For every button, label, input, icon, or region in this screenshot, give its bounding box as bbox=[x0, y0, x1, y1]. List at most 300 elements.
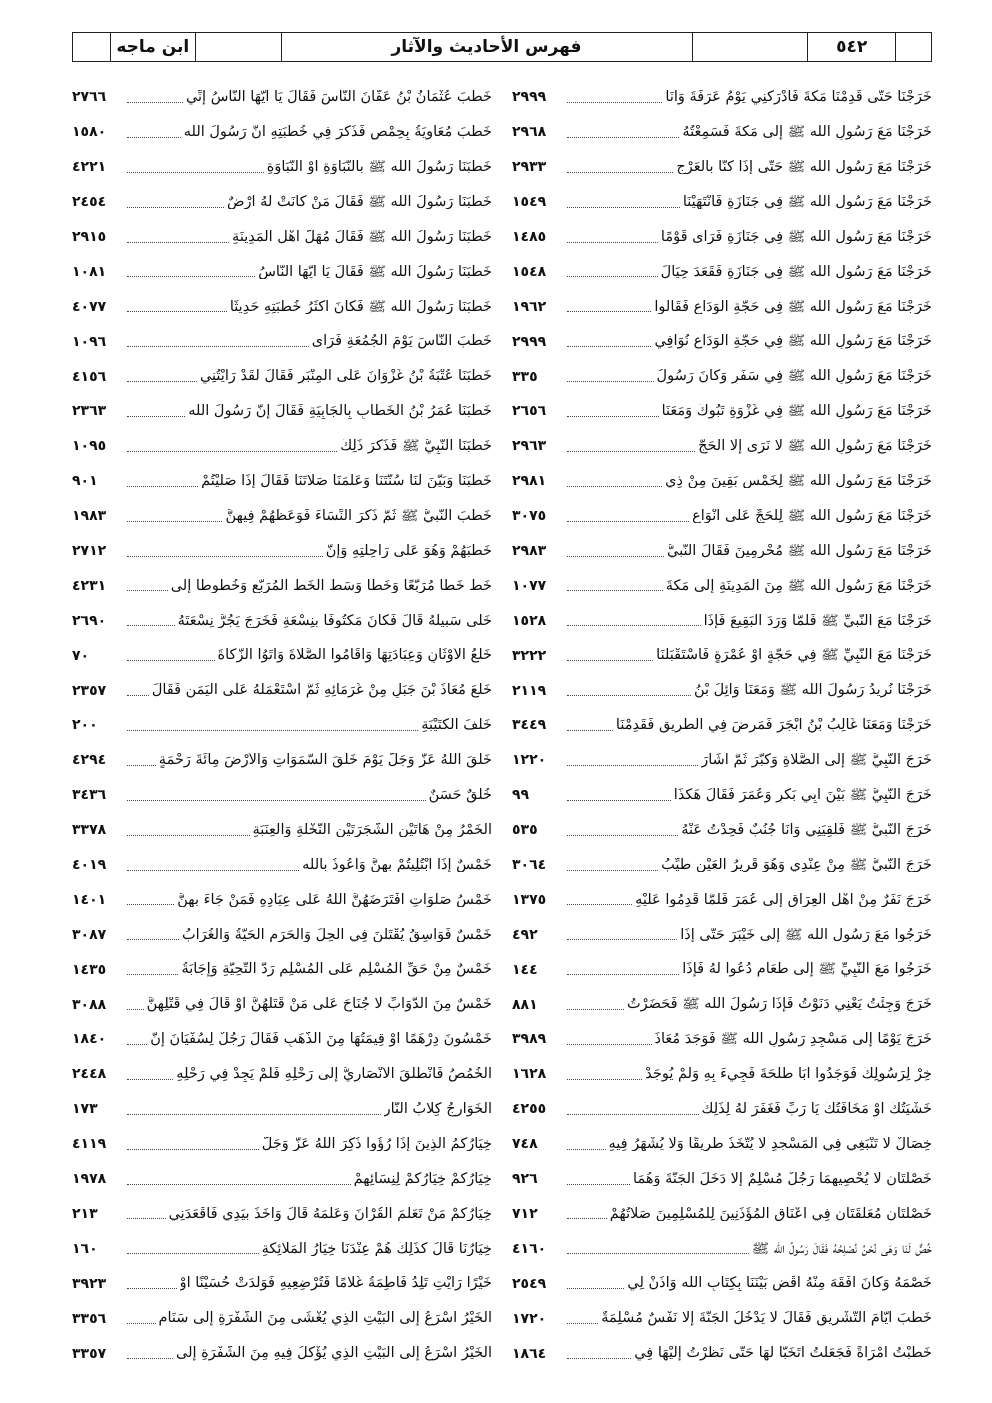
index-entry bbox=[512, 394, 932, 429]
dot-leader bbox=[567, 650, 653, 661]
entry-text: خَطَبَ النَّاسَ يَوْمَ الْجُمُعَةِ فَرَأَى bbox=[311, 334, 492, 349]
dot-leader bbox=[567, 301, 651, 312]
entry-text: خَطَبَنَا عُتْبَةُ بْنُ غَزْوَانَ عَلَى الْمِنْبَرِ فَقَالَ لَقَدْ رَأَيْتُنِي bbox=[199, 369, 492, 384]
entry-text: الْخَيْرُ أَسْرَعُ إِلَى الْبَيْتِ الَّذِي يُؤْكَلُ فِيهِ مِنَ الشَّفْرَةِ إِلَى bbox=[175, 1346, 492, 1361]
index-entry bbox=[72, 150, 492, 185]
dot-leader bbox=[127, 615, 175, 626]
index-entry bbox=[72, 1197, 492, 1232]
index-entry bbox=[72, 568, 492, 603]
hadith-number: ٣٣٥ bbox=[512, 368, 538, 385]
hadith-number: ١٦٢٨ bbox=[512, 1066, 547, 1083]
dot-leader bbox=[567, 964, 679, 975]
entry-text: خَمْسٌ إِذَا ابْتُلِيتُمْ بِهِنَّ وَأَعُوذُ بِاللّٰه bbox=[302, 857, 492, 873]
hadith-number: ٢٣٦٣ bbox=[72, 403, 107, 420]
index-entry bbox=[72, 1301, 492, 1336]
dot-leader bbox=[127, 790, 426, 801]
hadith-number: ٣٠٦٤ bbox=[512, 857, 547, 874]
hadith-number: ١٧٢٠ bbox=[512, 1310, 547, 1327]
hadith-number: ٢٧١٢ bbox=[72, 543, 107, 560]
header-cell-blank bbox=[196, 33, 282, 61]
dot-leader bbox=[127, 860, 299, 871]
index-entry bbox=[72, 673, 492, 708]
hadith-number: ١٩٧٨ bbox=[72, 1171, 107, 1188]
index-entry bbox=[72, 603, 492, 638]
entry-text: خَرَجْنَا مَعَ رَسُولِ اللّٰه ﷺ لِلْحَجِّ عَلَى أَنْوَاعٍ bbox=[692, 508, 932, 524]
entry-text: خَرَجْنَا مَعَ رَسُولِ اللّٰه ﷺ فِي حَجَّةِ الْوَدَاعِ فَقَالُوا bbox=[654, 299, 932, 315]
dot-leader bbox=[567, 1278, 624, 1289]
entry-text: خَطَبْتُ امْرَأَةً فَجَعَلْتُ أَتَخَبَّأُ لَهَا حَتَّى نَظَرْتُ إِلَيْهَا فِي bbox=[634, 1346, 932, 1361]
dot-leader bbox=[567, 127, 679, 138]
entry-text: خَرَجْنَا مَعَ رَسُولِ اللّٰه ﷺ مِنَ الْمَدِينَةِ إِلَى مَكَّةَ bbox=[665, 578, 932, 594]
index-entry bbox=[512, 708, 932, 743]
index-entry bbox=[72, 708, 492, 743]
hadith-number: ٢٥٤٩ bbox=[512, 1275, 547, 1292]
dot-leader bbox=[127, 999, 144, 1010]
index-title: فهرس الأحاديث والآثار bbox=[282, 33, 693, 61]
dot-leader bbox=[567, 894, 632, 905]
hadith-number: ٢٩١٥ bbox=[72, 229, 107, 245]
index-entry bbox=[72, 359, 492, 394]
hadith-number: ٢٩٩٩ bbox=[512, 89, 547, 106]
entry-text: خَطَبَ عُثْمَانُ بْنُ عَفَّانَ النَّاسَ فَقَالَ يَا أَيُّهَا النَّاسُ إِنِّي bbox=[185, 90, 492, 105]
dot-leader bbox=[567, 266, 658, 277]
index-entry bbox=[512, 1266, 932, 1301]
index-entry bbox=[512, 1197, 932, 1232]
hadith-number: ٢٤٤٨ bbox=[72, 1066, 107, 1083]
hadith-number: ١٥٤٩ bbox=[512, 194, 547, 211]
entry-text: خِرْ لِرَسُولِكَ فَوَجَدُوا أَبَا طَلْحَةَ فَجِيءَ بِهِ وَلَمْ يُوجَدْ bbox=[645, 1067, 932, 1082]
hadith-number: ٩٩ bbox=[512, 787, 530, 804]
header-cell-blank bbox=[896, 33, 931, 61]
entry-text: الْخَوَارِجُ كِلَابُ النَّارِ bbox=[383, 1102, 492, 1117]
index-entry bbox=[72, 429, 492, 464]
index-entry bbox=[512, 1057, 932, 1092]
dot-leader bbox=[567, 1034, 652, 1045]
index-entry bbox=[72, 1022, 492, 1057]
dot-leader bbox=[567, 441, 695, 452]
entry-text: خَطَبَنَا رَسُولُ اللّٰه ﷺ فَقَالَ يَا أَيُّهَا النَّاسُ bbox=[258, 264, 492, 280]
dot-leader bbox=[567, 371, 654, 382]
index-entry bbox=[512, 673, 932, 708]
hadith-number: ١٤٤ bbox=[512, 961, 538, 978]
index-entry bbox=[512, 638, 932, 673]
entry-text: خَرَجُوا مَعَ رَسُولِ اللّٰه ﷺ إِلَى خَيْبَرَ حَتَّى إِذَا bbox=[680, 927, 932, 943]
dot-leader bbox=[127, 580, 168, 591]
dot-leader bbox=[127, 894, 174, 905]
dot-leader bbox=[567, 92, 662, 103]
dot-leader bbox=[127, 755, 156, 766]
hadith-number: ٢٩٦٣ bbox=[512, 438, 547, 455]
hadith-number: ٣٠٧٥ bbox=[512, 508, 547, 525]
hadith-number: ١٨٦٤ bbox=[512, 1345, 547, 1362]
entry-text: الْخَيْرُ أَسْرَعُ إِلَى الْبَيْتِ الَّذِي يُغْشَى مِنَ الشَّفْرَةِ إِلَى سَنَامِ bbox=[158, 1311, 492, 1326]
entry-text: خَطَبَنَا رَسُولُ اللّٰه ﷺ بِالنُّبَاوَةِ أَوْ النَّبَاوَةِ bbox=[266, 159, 492, 175]
hadith-number: ٤٢٩٤ bbox=[72, 752, 107, 769]
index-entry bbox=[512, 603, 932, 638]
dot-leader bbox=[567, 336, 651, 347]
dot-leader bbox=[127, 1104, 381, 1115]
dot-leader bbox=[567, 1313, 598, 1324]
dot-leader bbox=[127, 371, 197, 382]
entry-text: خَرَجُوا مَعَ النَّبِيِّ ﷺ إِلَى طَعَامٍ دُعُوا لَهُ فَإِذَا bbox=[682, 962, 932, 977]
hadith-number: ٣٤٣٦ bbox=[72, 787, 107, 804]
index-entry bbox=[72, 638, 492, 673]
entry-text: خِيَارُنَا قَالَ كَذَلِكَ هُمْ عِنْدَنَا خِيَارُ الْمَلَائِكَةِ bbox=[261, 1241, 492, 1257]
hadith-number: ٣٩٢٣ bbox=[72, 1275, 107, 1292]
entry-text: خَرَجَ النَّبِيُّ ﷺ فَلَقِيَنِي وَأَنَا جُنُبٌ فَحِدْتُ عَنْهُ bbox=[681, 822, 932, 838]
index-entry bbox=[512, 778, 932, 813]
index-entry bbox=[512, 429, 932, 464]
hadith-number: ٣٣٥٦ bbox=[72, 1310, 107, 1327]
entry-text: خَرَجْنَا مَعَ رَسُولِ اللّٰه ﷺ فِي جَنَازَةٍ فَقَعَدَ حِيَالَ bbox=[660, 264, 932, 280]
index-entry bbox=[512, 464, 932, 499]
entry-text: خَرَجَ نَفَرٌ مِنْ أَهْلِ الْعِرَاقِ إِلَى عُمَرَ فَلَمَّا قَدِمُوا عَلَيْهِ bbox=[635, 892, 932, 908]
dot-leader bbox=[127, 1139, 259, 1150]
entry-text: خَطَبَ مُعَاوِيَةُ بِحِمْصٍ فَذَكَرَ فِي خُطْبَتِهِ أَنَّ رَسُولَ اللّٰه bbox=[183, 125, 492, 140]
index-entry bbox=[512, 534, 932, 569]
hadith-number: ٢٩٨١ bbox=[512, 473, 547, 490]
hadith-number: ٤١٦٠ bbox=[512, 1240, 547, 1257]
dot-leader bbox=[567, 232, 658, 243]
entry-text: خَرَجَ النَّبِيُّ ﷺ مِنْ عِنْدِي وَهُوَ قَرِيرُ الْعَيْنِ طَيِّبُ bbox=[661, 857, 932, 873]
hadith-number: ٤٢٥٥ bbox=[512, 1101, 547, 1118]
header-cell-blank bbox=[73, 33, 111, 61]
dot-leader bbox=[127, 1278, 177, 1289]
entry-text: خَصْمَهُ وَكَانَ أَفْقَهَ مِنْهُ اقْضِ بَيْنَنَا بِكِتَابِ اللّٰه وَأْذَنْ لِي bbox=[627, 1276, 932, 1291]
dot-leader bbox=[567, 790, 671, 801]
dot-leader bbox=[567, 1348, 631, 1359]
hadith-number: ٢١١٩ bbox=[512, 682, 547, 699]
hadith-number: ٣٩٨٩ bbox=[512, 1031, 547, 1048]
entry-text: خَطَبَنَا وَبَيَّنَ لَنَا سُنَّتَنَا وَعَلَّمَنَا صَلَاتَنَا فَقَالَ إِذَا صَلَّيْتُمْ bbox=[201, 473, 492, 489]
entry-text: خَطَبَنَا عُمَرُ بْنُ الْخَطَّابِ بِالْجَابِيَةِ فَقَالَ إِنَّ رَسُولَ اللّٰه bbox=[188, 404, 492, 419]
index-entry bbox=[512, 952, 932, 987]
dot-leader bbox=[567, 755, 698, 766]
entry-text: خَطَبَنَا النَّبِيُّ ﷺ فَذَكَرَ ذَلِكَ bbox=[340, 439, 492, 454]
index-entry bbox=[72, 1057, 492, 1092]
index-entry bbox=[72, 220, 492, 255]
entry-text: خَشْيَتُكَ أَوْ مَخَافَتُكَ يَا رَبِّ فَغَفَرَ لَهُ لِذَلِكَ bbox=[701, 1102, 932, 1117]
hadith-number: ٢٦٩٠ bbox=[72, 612, 107, 629]
index-entry bbox=[512, 882, 932, 917]
entry-text: خَرَجَ النَّبِيُّ ﷺ إِلَى الصَّلَاةِ وَكَبَّرَ ثُمَّ أَشَارَ bbox=[701, 753, 932, 768]
page-number: ٥٤٢ bbox=[808, 33, 896, 61]
entry-text: خَلَقَ اللّٰهُ عَزَّ وَجَلَّ يَوْمَ خَلَقَ السَّمَوَاتِ وَالْأَرْضَ مِائَةَ رَحْمَةٍ bbox=[158, 753, 492, 768]
dot-leader bbox=[127, 1313, 156, 1324]
dot-leader bbox=[127, 650, 215, 661]
dot-leader bbox=[567, 1139, 606, 1150]
index-entry bbox=[512, 1092, 932, 1127]
hadith-number: ٣٢٢٢ bbox=[512, 647, 547, 664]
entry-text: خَرَجْنَا مَعَ رَسُولِ اللّٰه ﷺ لَا نَرَى إِلَّا الْحَجَّ bbox=[698, 439, 932, 454]
hadith-number: ٢٩٦٨ bbox=[512, 124, 547, 141]
entry-text: خُلُقٌ حَسَنٌ bbox=[428, 788, 492, 803]
entry-text: خَطَبَ أَيَّامَ التَّشْرِيقِ فَقَالَ لَا يَدْخُلُ الْجَنَّةَ إِلَّا نَفْسٌ مُسْلِمَةٌ bbox=[601, 1311, 932, 1326]
dot-leader bbox=[127, 825, 250, 836]
hadith-number: ٤١٥٦ bbox=[72, 368, 107, 385]
running-header bbox=[72, 32, 932, 62]
entry-text: خَرَجْنَا مَعَ رَسُولِ اللّٰه ﷺ فِي سَفَرٍ وَكَانَ رَسُولُ bbox=[656, 369, 932, 384]
hadith-number: ٧٠ bbox=[72, 647, 90, 664]
hadith-number: ٥٣٥ bbox=[512, 822, 538, 839]
hadith-number: ٤٢٣١ bbox=[72, 577, 107, 594]
hadith-number: ٤٠٧٧ bbox=[72, 298, 107, 315]
entry-text: خَرَجْنَا نُرِيدُ رَسُولَ اللّٰه ﷺ وَمَعَنَا وَائِلُ بْنُ bbox=[693, 683, 932, 698]
dot-leader bbox=[567, 406, 659, 417]
header-cell-blank bbox=[693, 33, 809, 61]
right-column bbox=[512, 80, 932, 1371]
dot-leader bbox=[127, 546, 323, 557]
entry-text: خَرَجْنَا وَمَعَنَا غَالِبُ بْنُ أَبْجَرَ فَمَرِضَ فِي الطَّرِيقِ فَقَدِمْنَا bbox=[615, 718, 932, 733]
entry-text: خَرَجَ النَّبِيُّ ﷺ بَيْنَ أَبِي بَكْرٍ وَعُمَرَ فَقَالَ هَكَذَا bbox=[673, 788, 932, 803]
index-entry bbox=[72, 1266, 492, 1301]
entry-text: خَرَجْنَا مَعَ رَسُولِ اللّٰه ﷺ إِلَى مَكَّةَ فَسَمِعْتُهُ bbox=[682, 125, 932, 140]
dot-leader bbox=[567, 1243, 749, 1254]
entry-text: خَرَجَ وَجِئْتُ يَعْنِي دَنَوْتُ فَإِذَا رَسُولُ اللّٰه ﷺ فَحَضَرْتُ bbox=[627, 997, 932, 1012]
index-entry bbox=[512, 987, 932, 1022]
entry-text: خَمْسٌ مِنَ الدَّوَابِّ لَا جُنَاحَ عَلَى مَنْ قَتَلَهُنَّ أَوْ قَالَ فِي قَتْلِهِنَّ bbox=[146, 997, 492, 1012]
dot-leader bbox=[567, 162, 673, 173]
entry-text: خَرَجَ يَوْمًا إِلَى مَسْجِدِ رَسُولِ اللّٰه ﷺ فَوَجَدَ مُعَاذَ bbox=[654, 1032, 932, 1047]
dot-leader bbox=[567, 1069, 642, 1080]
hadith-number: ٩٢٦ bbox=[512, 1171, 538, 1188]
dot-leader bbox=[127, 162, 264, 173]
dot-leader bbox=[567, 720, 613, 731]
index-entry bbox=[72, 185, 492, 220]
entry-text: خَمْسٌ فَوَاسِقُ يُقْتَلْنَ فِي الْحِلِّ وَالْحَرَمِ الْحَيَّةُ وَالْغُرَابُ bbox=[181, 927, 492, 943]
index-entry bbox=[512, 813, 932, 848]
entry-text: خَرَجْنَا حَتَّى قَدِمْنَا مَكَّةَ فَأَدْرَكَنِي يَوْمُ عَرَفَةَ وَأَنَا bbox=[665, 90, 932, 105]
dot-leader bbox=[127, 92, 183, 103]
dot-leader bbox=[567, 197, 680, 208]
index-entry bbox=[512, 743, 932, 778]
hadith-number: ٢٩٩٩ bbox=[512, 333, 547, 350]
index-entry bbox=[512, 848, 932, 883]
entry-text: خَطَبَنَا رَسُولُ اللّٰه ﷺ فَقَالَ مَنْ كَانَتْ لَهُ أَرْضٌ bbox=[227, 194, 492, 210]
hadith-number: ١٥٨٠ bbox=[72, 124, 107, 141]
dot-leader bbox=[567, 1104, 699, 1115]
entry-text: خَلَّى سَبِيلَهُ قَالَ فَكَانَ مَكْتُوفًا بِنِسْعَةٍ فَخَرَجَ يَجُرُّ نِسْعَتَهُ bbox=[177, 613, 492, 629]
index-entry bbox=[72, 1162, 492, 1197]
index-entry bbox=[512, 185, 932, 220]
hadith-number: ٣٣٥٧ bbox=[72, 1345, 107, 1362]
entry-text: خَرَجْنَا مَعَ رَسُولِ اللّٰه ﷺ لِخَمْسٍ بَقِينَ مِنْ ذِي bbox=[665, 473, 932, 489]
index-entry bbox=[512, 917, 932, 952]
index-entry bbox=[512, 80, 932, 115]
entry-text: خَلْفَ الْكُتَيْبَةِ bbox=[421, 718, 492, 733]
hadith-number: ٧١٢ bbox=[512, 1205, 538, 1222]
index-entry bbox=[72, 1092, 492, 1127]
index-entry bbox=[72, 848, 492, 883]
index-entry bbox=[512, 289, 932, 324]
hadith-number: ١٤٠١ bbox=[72, 891, 107, 908]
index-entry bbox=[512, 1127, 932, 1162]
index-entry bbox=[72, 813, 492, 848]
dot-leader bbox=[567, 476, 662, 487]
hadith-number: ١٥٢٨ bbox=[512, 612, 547, 629]
hadith-number: ١٤٣٥ bbox=[72, 961, 107, 978]
entry-text: خَطَبَنَا رَسُولُ اللّٰه ﷺ فَكَانَ أَكْثَرُ خُطْبَتِهِ حَدِيثًا bbox=[229, 299, 492, 315]
index-entry bbox=[72, 464, 492, 499]
left-column bbox=[72, 80, 492, 1371]
entry-text: خَلَعَ مُعَاذَ بْنَ جَبَلٍ مِنْ غُرَمَائِهِ ثُمَّ اسْتَعْمَلَهُ عَلَى الْيَمَنِ فَقَالَ bbox=[151, 683, 492, 698]
index-entry bbox=[72, 499, 492, 534]
entry-text: خَرَجْنَا مَعَ رَسُولِ اللّٰه ﷺ فِي جَنَازَةٍ فَانْتَهَيْنَا bbox=[682, 194, 932, 210]
index-entry bbox=[72, 534, 492, 569]
dot-leader bbox=[127, 197, 224, 208]
dot-leader bbox=[127, 232, 229, 243]
dot-leader bbox=[127, 1034, 147, 1045]
index-entry bbox=[512, 568, 932, 603]
dot-leader bbox=[127, 441, 337, 452]
hadith-number: ٢٣٥٧ bbox=[72, 682, 107, 699]
index-entry bbox=[512, 1162, 932, 1197]
hadith-number: ٣٤٤٩ bbox=[512, 717, 547, 734]
entry-text: خَرَجْنَا مَعَ رَسُولِ اللّٰه ﷺ فِي حَجَّةِ الْوَدَاعِ نُوَافِي bbox=[654, 334, 932, 349]
dot-leader bbox=[127, 720, 418, 731]
index-entry bbox=[512, 1336, 932, 1371]
index-entry bbox=[72, 917, 492, 952]
entry-text: خِصَالٌ لَا تَنْبَغِي فِي الْمَسْجِدِ لَا يُتَّخَذُ طَرِيقًا وَلَا يُشْهَرُ فِيهِ bbox=[608, 1136, 932, 1152]
hadith-number: ٢٧٦٦ bbox=[72, 89, 107, 106]
index-entry bbox=[512, 1231, 932, 1266]
dot-leader bbox=[567, 929, 677, 940]
hadith-number: ٣٠٨٨ bbox=[72, 996, 107, 1013]
hadith-number: ١٩٦٢ bbox=[512, 298, 547, 315]
dot-leader bbox=[567, 511, 689, 522]
entry-text: خَيْرًا رَأَيْتِ تَلِدُ فَاطِمَةُ غُلَامًا فَتُرْضِعِيهِ فَوَلَدَتْ حُسَيْنًا أَوْ bbox=[179, 1276, 492, 1291]
entry-text: خِيَارُكُمُ الَّذِينَ إِذَا رُؤُوا ذُكِرَ اللّٰهُ عَزَّ وَجَلَّ bbox=[261, 1136, 492, 1152]
hadith-number: ١٨٤٠ bbox=[72, 1031, 107, 1048]
entry-text: خُصٌّ لَنَا وَهَى نُحْنُ نُصْلِحُهُ فَقَالَ رَسُولُ اللّٰه ﷺ bbox=[751, 1241, 932, 1257]
entry-text: خَطَبَهُمْ وَهُوَ عَلَى رَاحِلَتِهِ وَإِنَّ bbox=[325, 543, 492, 559]
dot-leader bbox=[567, 580, 663, 591]
dot-leader bbox=[567, 546, 664, 557]
entry-text: خَصْلَتَانِ لَا يُحْصِيهِمَا رَجُلٌ مُسْلِمٌ إِلَّا دَخَلَ الْجَنَّةَ وَهُمَا bbox=[633, 1171, 932, 1187]
entry-text: خَطَبَ النَّبِيُّ ﷺ ثُمَّ ذَكَرَ النِّسَاءَ فَوَعَظَهُمْ فِيهِنَّ bbox=[225, 508, 492, 524]
hadith-number: ٢٩٣٣ bbox=[512, 159, 547, 176]
entry-text: خَلْعُ الْأَوْثَانِ وَعِبَادَتِهَا وَأَقَامُوا الصَّلَاةَ وَآتَوُا الزَّكَاةَ bbox=[217, 648, 492, 663]
dot-leader bbox=[567, 860, 658, 871]
hadith-number: ٢٦٥٦ bbox=[512, 403, 547, 420]
dot-leader bbox=[127, 266, 255, 277]
dot-leader bbox=[127, 511, 222, 522]
entry-text: خَمْسُونَ دِرْهَمًا أَوْ قِيمَتُهَا مِنَ الذَّهَبِ فَقَالَ رَجُلٌ لِسُفْيَانَ إِنَّ bbox=[150, 1032, 492, 1047]
index-entry bbox=[72, 987, 492, 1022]
dot-leader bbox=[567, 685, 691, 696]
entry-text: خَرَجْنَا مَعَ النَّبِيِّ ﷺ فِي حَجَّةٍ أَوْ عُمْرَةٍ فَاسْتَقْبَلَنَا bbox=[656, 648, 932, 663]
dot-leader bbox=[127, 406, 185, 417]
dot-leader bbox=[127, 301, 227, 312]
index-entry bbox=[72, 1231, 492, 1266]
index-entry bbox=[512, 324, 932, 359]
dot-leader bbox=[127, 1348, 173, 1359]
dot-leader bbox=[127, 1243, 259, 1254]
index-columns bbox=[72, 80, 932, 1362]
hadith-number: ١٢٢٠ bbox=[512, 752, 547, 769]
hadith-number: ١٤٨٥ bbox=[512, 229, 547, 245]
index-entry bbox=[72, 1336, 492, 1371]
entry-text: خَرَجْنَا مَعَ رَسُولِ اللّٰه ﷺ فِي غَزْوَةِ تَبُوكَ وَمَعَنَا bbox=[661, 404, 932, 419]
hadith-number: ١٧٣ bbox=[72, 1101, 98, 1118]
dot-leader bbox=[567, 1174, 630, 1185]
index-entry bbox=[72, 743, 492, 778]
hadith-number: ٤٩٢ bbox=[512, 926, 538, 943]
index-entry bbox=[512, 254, 932, 289]
entry-text: خَصْلَتَانِ مُعَلَّقَتَانِ فِي أَعْنَاقِ الْمُؤَذِّنِينَ لِلْمُسْلِمِينَ صَلَاتُهُمْ bbox=[609, 1206, 932, 1222]
dot-leader bbox=[567, 1208, 607, 1219]
dot-leader bbox=[127, 964, 178, 975]
dot-leader bbox=[127, 929, 179, 940]
hadith-number: ٣٠٨٧ bbox=[72, 926, 107, 943]
hadith-number: ٤٠١٩ bbox=[72, 857, 107, 874]
index-entry bbox=[72, 952, 492, 987]
dot-leader bbox=[127, 1174, 351, 1185]
dot-leader bbox=[127, 1069, 173, 1080]
hadith-number: ٢٩٨٣ bbox=[512, 543, 547, 560]
index-entry bbox=[512, 150, 932, 185]
hadith-number: ١٥٤٨ bbox=[512, 263, 547, 280]
index-entry bbox=[512, 1022, 932, 1057]
entry-text: خَرَجْنَا مَعَ رَسُولِ اللّٰه ﷺ فِي جَنَازَةٍ فَرَأَى قَوْمًا bbox=[660, 229, 932, 245]
entry-text: خَرَجْنَا مَعَ رَسُولِ اللّٰه ﷺ مُحْرِمِينَ فَقَالَ النَّبِيُّ bbox=[667, 543, 932, 559]
hadith-number: ٤١١٩ bbox=[72, 1136, 107, 1153]
dot-leader bbox=[127, 336, 309, 347]
hadith-number: ٧٤٨ bbox=[512, 1136, 538, 1153]
hadith-number: ٩٠١ bbox=[72, 473, 98, 490]
entry-text: خِيَارُكُمْ خِيَارُكُمْ لِنِسَائِهِمْ bbox=[353, 1171, 492, 1187]
entry-text: الْخَمْرُ مِنْ هَاتَيْنِ الشَّجَرَتَيْنِ النَّخْلَةِ وَالْعِنَبَةِ bbox=[252, 822, 492, 838]
entry-text: خَطَبَنَا رَسُولُ اللّٰه ﷺ فَقَالَ مُهَلُّ أَهْلِ الْمَدِينَةِ bbox=[232, 229, 492, 245]
hadith-number: ١٩٨٣ bbox=[72, 508, 107, 525]
index-entry bbox=[72, 882, 492, 917]
hadith-number: ٨٨١ bbox=[512, 996, 538, 1013]
hadith-number: ١٠٧٧ bbox=[512, 577, 547, 594]
index-entry bbox=[512, 499, 932, 534]
dot-leader bbox=[567, 615, 701, 626]
dot-leader bbox=[567, 999, 624, 1010]
index-entry bbox=[512, 115, 932, 150]
index-entry bbox=[72, 778, 492, 813]
index-entry bbox=[72, 115, 492, 150]
dot-leader bbox=[127, 1208, 166, 1219]
index-entry bbox=[512, 220, 932, 255]
index-entry bbox=[72, 289, 492, 324]
hadith-number: ٤٢٢١ bbox=[72, 159, 107, 176]
hadith-number: ١٣٧٥ bbox=[512, 891, 547, 908]
index-entry bbox=[512, 359, 932, 394]
hadith-number: ٢٠٠ bbox=[72, 717, 98, 734]
entry-text: خِيَارُكُمْ مَنْ تَعَلَّمَ الْقُرْآنَ وَعَلَّمَهُ قَالَ وَأَخَذَ بِيَدِي فَأَقْعَدَنِي bbox=[168, 1206, 492, 1222]
hadith-number: ١٠٩٥ bbox=[72, 438, 107, 455]
hadith-number: ١٠٨١ bbox=[72, 263, 107, 280]
entry-text: خَرَجْنَا مَعَ النَّبِيِّ ﷺ فَلَمَّا وَرَدَ الْبَقِيعَ فَإِذَا bbox=[703, 613, 932, 629]
index-entry bbox=[72, 394, 492, 429]
dot-leader bbox=[127, 685, 149, 696]
entry-text: خَمْسُ صَلَوَاتٍ افْتَرَضَهُنَّ اللّٰهُ عَلَى عِبَادِهِ فَمَنْ جَاءَ بِهِنَّ bbox=[177, 892, 492, 908]
index-entry bbox=[72, 324, 492, 359]
index-entry bbox=[72, 1127, 492, 1162]
index-entry bbox=[512, 1301, 932, 1336]
entry-text: خَطَّ خَطًّا مُرَبَّعًا وَخَطًّا وَسَطَ الْخَطِّ الْمُرَبَّعِ وَخُطُوطًا إِلَى bbox=[170, 578, 492, 594]
entry-text: خَمْسٌ مِنْ حَقِّ الْمُسْلِمِ عَلَى الْمُسْلِمِ رَدُّ التَّحِيَّةِ وَإِجَابَةُ bbox=[181, 962, 492, 977]
hadith-number: ٣٣٧٨ bbox=[72, 822, 107, 839]
entry-text: الْخُمُصُ فَانْطَلَقَ الْأَنْصَارِيُّ إِلَى رَحْلِهِ فَلَمْ يَجِدْ فِي رَحْلِهِ bbox=[176, 1067, 492, 1082]
book-name: ابن ماجه bbox=[111, 33, 196, 61]
hadith-number: ٢١٣ bbox=[72, 1205, 98, 1222]
dot-leader bbox=[567, 825, 678, 836]
hadith-number: ١٦٠ bbox=[72, 1240, 98, 1257]
